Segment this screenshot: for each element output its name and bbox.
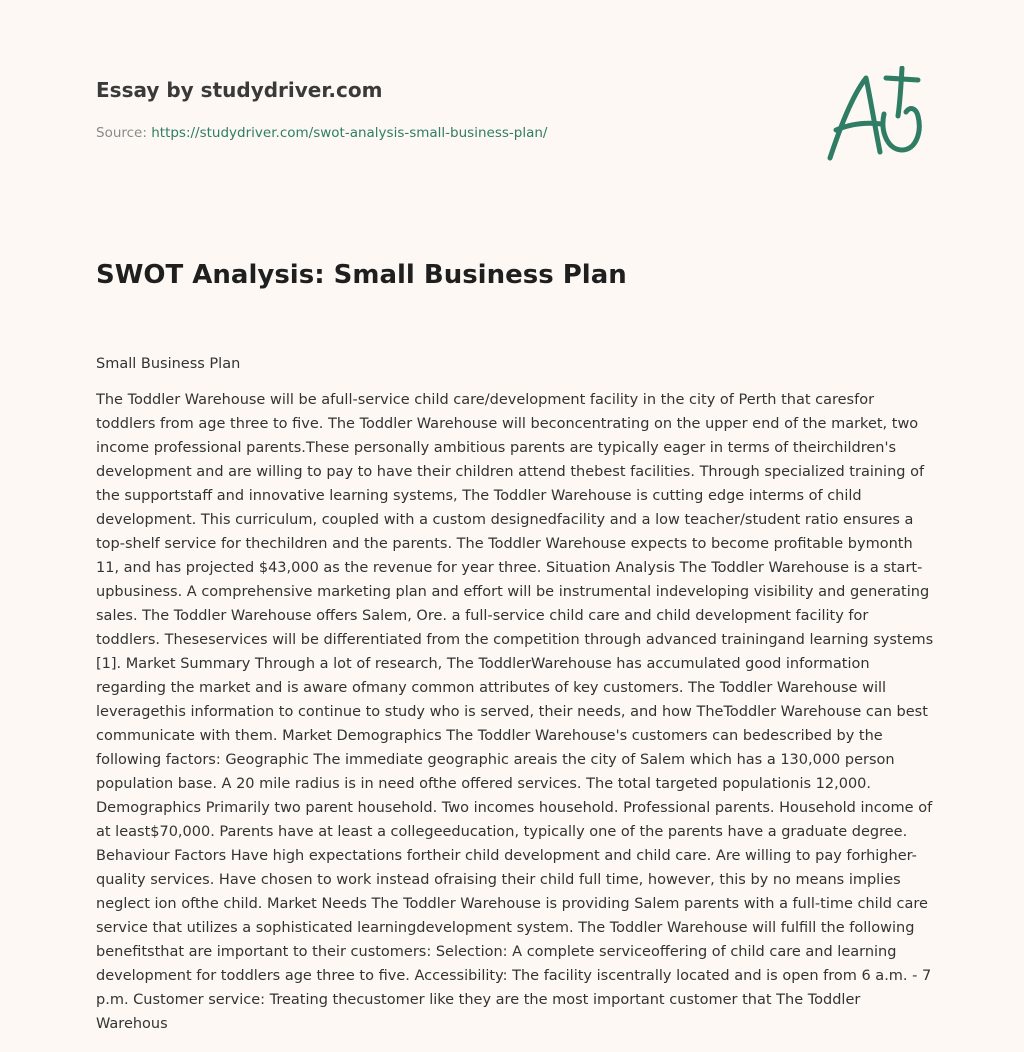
- page-title: SWOT Analysis: Small Business Plan: [96, 260, 627, 290]
- source-link[interactable]: https://studydriver.com/swot-analysis-small-business-plan/: [151, 125, 548, 141]
- essay-header: [96, 74, 796, 144]
- essay-body: The Toddler Warehouse will be afull-service child care/development facility in the city of Perth that caresfor toddlers from age three to five. The Toddler Warehouse will beconcentrating on the upper end of the market, two income professional parents.These personally ambitious parents are typically eager in terms of theirchildren's development and are willing to pay to have their children attend thebest facilities. Through specialized training of the supportstaff and innovative learning systems, The Toddler Warehouse is cutting edge interms of child development. This curriculum, coupled with a custom designedfacility and a low teacher/student ratio ensures a top-shelf service for thechildren and the parents. The Toddler Warehouse expects to become profitable bymonth 11, and has projected $43,000 as the revenue for year three. Situation Analysis The Toddler Warehouse is a start-upbusiness. A comprehensive marketing plan and effort will be instrumental indeveloping visibility and generating sales. The Toddler Warehouse offers Salem, Ore. a full-service child care and child development facility for toddlers. Theseservices will be differentiated from the competition through advanced trainingand learning systems [1]. Market Summary Through a lot of research, The ToddlerWarehouse has accumulated good information regarding the market and is aware ofmany common attributes of key customers. The Toddler Warehouse will leveragethis information to continue to study who is served, their needs, and how TheToddler Warehouse can best communicate with them. Market Demographics The Toddler Warehouse's customers can bedescribed by the following factors: Geographic The immediate geographic areais the city of Salem which has a 130,000 person population base. A 20 mile radius is in need ofthe offered services. The total targeted populationis 12,000. Demographics Primarily two parent household. Two incomes household. Professional parents. Household income of at least$70,000. Parents have at least a collegeeducation, typically one of the parents have a graduate degree. Behaviour Factors Have high expectations fortheir child development and child care. Are willing to pay forhigher-quality services. Have chosen to work instead ofraising their child full time, however, this by no means implies neglect ion ofthe child. Market Needs The Toddler Warehouse is providing Salem parents with a full-time child care service that utilizes a sophisticated learningdevelopment system. The Toddler Warehouse will fulfill the following benefitsthat are important to their customers: Selection: A complete serviceoffering of child care and learning development for toddlers age three to five. Accessibility: The facility iscentrally located and is open from 6 a.m. - 7 p.m. Customer service: Treating thecustomer like they are the most important customer that The Toddler Warehous: [96, 392, 934, 1032]
- a-plus-logo-icon: [822, 66, 926, 166]
- site-title: Essay by studydriver.com: [96, 78, 383, 102]
- source-line: [96, 122, 796, 144]
- essay-subtitle: Small Business Plan: [96, 356, 241, 372]
- source-label: Source:: [96, 125, 152, 141]
